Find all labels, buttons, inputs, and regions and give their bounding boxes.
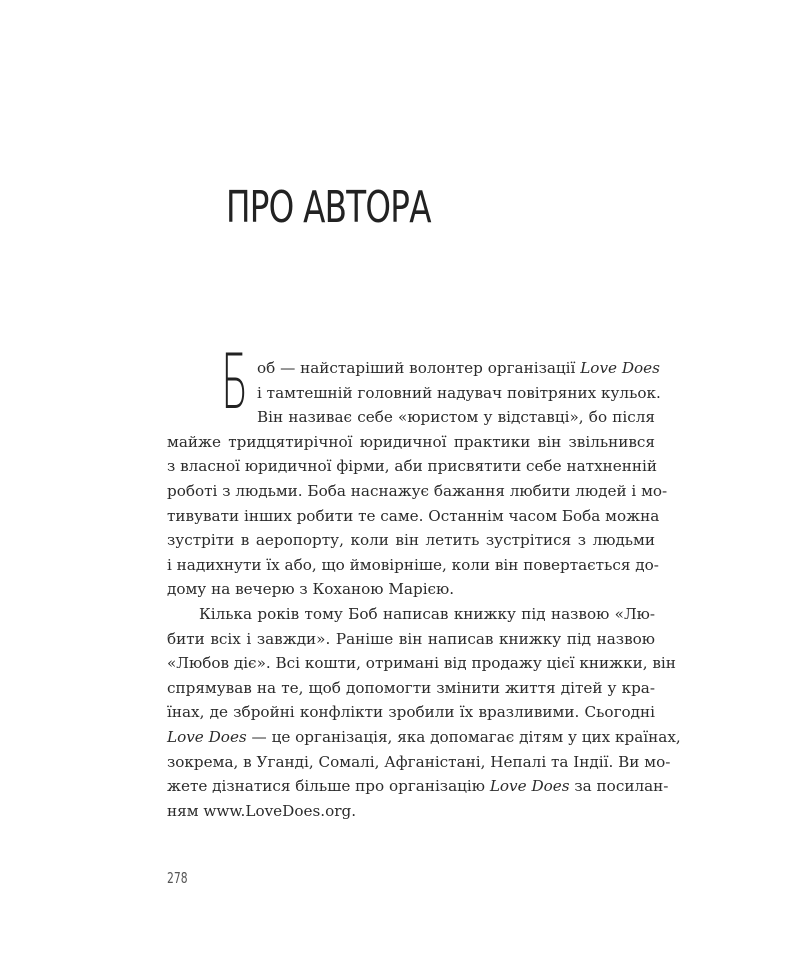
text-line xyxy=(167,504,660,528)
text-line xyxy=(167,774,669,798)
text-segment: зустріти в аеропорту, коли він летить зустрітися з людьми xyxy=(167,531,655,550)
text-segment: «Любов діє». Всі кошти, отримані від продажу цієї книжки, він xyxy=(167,654,676,673)
text-segment: Він називає себе «юристом у відставці», бо після xyxy=(257,408,655,427)
text-line xyxy=(167,627,655,651)
text-segment: тивувати інших робити те саме. Останнім часом Боба можна xyxy=(167,506,660,525)
text-segment: їнах, де збройні конфлікти зробили їх вразливими. Сьогодні xyxy=(167,703,655,722)
text-line xyxy=(167,651,676,675)
italic-text: Love Does xyxy=(489,777,570,796)
text-segment: Кілька років тому Боб написав книжку під назвою «Лю- xyxy=(199,605,655,623)
text-line xyxy=(167,430,655,454)
text-segment: бити всіх і завжди». Раніше він написав книжку під назвою xyxy=(167,629,655,648)
text-segment: ням www.LoveDoes.org. xyxy=(167,801,357,820)
italic-text: Love Does xyxy=(580,359,660,377)
italic-text: Love Does xyxy=(167,728,247,746)
text-line xyxy=(167,700,655,724)
text-line xyxy=(167,725,681,749)
drop-cap: Б xyxy=(221,337,249,426)
text-segment: об — найстаріший волонтер організації xyxy=(257,359,581,377)
text-line xyxy=(257,356,660,380)
text-segment: майже тридцятирічної юридичної практики він звільнився xyxy=(167,432,655,451)
text-segment: з власної юридичної фірми, аби присвятити себе натхненній xyxy=(167,457,657,476)
text-line xyxy=(257,405,655,429)
text-line xyxy=(167,479,668,503)
text-segment: роботі з людьми. Боба наснажує бажання любити людей і мо- xyxy=(167,482,668,500)
text-segment: і надихнути їх або, що ймовірніше, коли він повертається до- xyxy=(167,555,659,574)
text-line xyxy=(167,577,655,601)
text-segment: жете дізнатися більше про організацію xyxy=(167,777,490,796)
text-line xyxy=(167,454,655,478)
page-title: ПРО АВТОРА xyxy=(226,182,431,233)
text-segment: і тамтешній головний надувач повітряних кульок. xyxy=(257,383,661,402)
text-line xyxy=(167,553,659,577)
page-number: 278 xyxy=(167,869,188,887)
text-segment: спрямував на те, щоб допомогти змінити життя дітей у кра- xyxy=(167,678,655,697)
text-line xyxy=(199,602,655,626)
text-line xyxy=(167,799,655,823)
text-line xyxy=(167,676,655,700)
text-line xyxy=(257,381,661,405)
text-segment: дому на вечерю з Коханою Марією. xyxy=(167,580,455,599)
text-segment: зокрема, в Уганді, Сомалі, Афганістані, Непалі та Індії. Ви мо- xyxy=(167,752,671,771)
text-segment: за посилан- xyxy=(569,777,669,796)
text-segment: — це організація, яка допомагає дітям у цих країнах, xyxy=(246,728,681,746)
text-line xyxy=(167,750,671,774)
text-line xyxy=(167,528,655,552)
